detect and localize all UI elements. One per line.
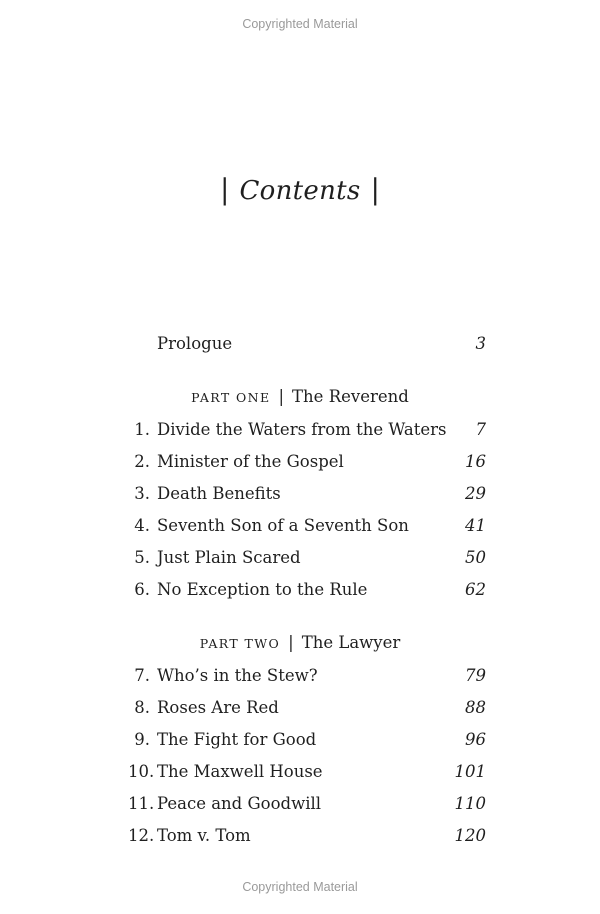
chapter-page: 29 — [465, 484, 486, 503]
chapter-page: 110 — [454, 794, 486, 813]
toc-entry-page: 3 — [475, 334, 486, 353]
chapter-title: Divide the Waters from the Waters — [157, 420, 447, 439]
chapter-title: Seventh Son of a Seventh Son — [157, 516, 409, 535]
chapter-page: 7 — [475, 420, 486, 439]
toc-entry[interactable] — [128, 696, 486, 720]
chapter-title: The Maxwell House — [157, 762, 323, 781]
part-label: PART TWO — [199, 636, 281, 651]
chapter-number: 4. — [134, 516, 150, 535]
chapter-title: Just Plain Scared — [157, 548, 301, 567]
chapter-number: 10. — [128, 762, 155, 781]
chapter-title: Minister of the Gospel — [157, 452, 344, 471]
chapter-page: 88 — [465, 698, 486, 717]
part-separator: | — [288, 633, 294, 652]
chapter-title: Who’s in the Stew? — [157, 666, 318, 685]
toc-entry[interactable] — [128, 450, 486, 474]
chapter-title: The Fight for Good — [157, 730, 317, 749]
chapter-title: Peace and Goodwill — [157, 794, 322, 813]
chapter-title: Tom v. Tom — [157, 826, 251, 845]
part-label: PART ONE — [191, 390, 271, 405]
heading-bar-right: | — [370, 173, 380, 206]
toc-entry[interactable] — [128, 824, 486, 848]
toc-entry[interactable] — [128, 418, 486, 442]
chapter-number: 7. — [134, 666, 150, 685]
chapter-number: 3. — [134, 484, 150, 503]
chapter-title: Death Benefits — [157, 484, 281, 503]
toc-entry[interactable] — [128, 792, 486, 816]
chapter-page: 16 — [465, 452, 486, 471]
toc-entry[interactable] — [128, 546, 486, 570]
part-heading-one — [0, 385, 600, 410]
part-title: The Lawyer — [301, 633, 401, 652]
toc-entry[interactable] — [128, 514, 486, 538]
toc-entry[interactable] — [128, 664, 486, 688]
chapter-number: 1. — [134, 420, 150, 439]
chapter-number: 5. — [134, 548, 150, 567]
toc-entry[interactable] — [128, 760, 486, 784]
chapter-number: 8. — [134, 698, 150, 717]
part-title: The Reverend — [292, 387, 409, 406]
toc-entry[interactable] — [128, 728, 486, 752]
chapter-title: No Exception to the Rule — [157, 580, 368, 599]
chapter-number: 9. — [134, 730, 150, 749]
chapter-page: 96 — [465, 730, 486, 749]
toc-entry[interactable] — [128, 482, 486, 506]
chapter-page: 41 — [465, 516, 486, 535]
chapter-number: 11. — [128, 794, 155, 813]
chapter-page: 79 — [465, 666, 486, 685]
toc-entry-prologue[interactable] — [128, 332, 486, 356]
chapter-number: 6. — [134, 580, 150, 599]
chapter-number: 2. — [134, 452, 150, 471]
part-separator: | — [278, 387, 285, 406]
chapter-page: 50 — [465, 548, 486, 567]
watermark-top: Copyrighted Material — [242, 17, 358, 31]
watermark-bottom: Copyrighted Material — [242, 880, 358, 894]
toc-entry[interactable] — [128, 578, 486, 602]
toc-entry-title: Prologue — [157, 334, 233, 353]
page-title: Contents — [239, 176, 361, 206]
chapter-page: 101 — [454, 762, 486, 781]
chapter-page: 62 — [465, 580, 486, 599]
contents-heading — [0, 172, 600, 209]
part-heading-two — [0, 631, 600, 656]
heading-bar-left: | — [220, 173, 230, 206]
chapter-number: 12. — [128, 826, 155, 845]
chapter-page: 120 — [454, 826, 486, 845]
chapter-title: Roses Are Red — [157, 698, 279, 717]
